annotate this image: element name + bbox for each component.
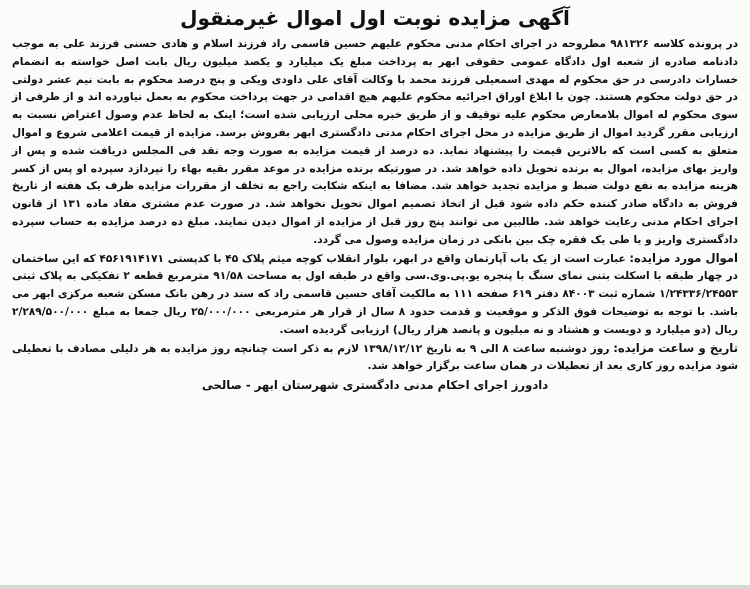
property-label: اموال مورد مزایده: [629,250,738,265]
property-section [12,250,738,340]
notice-body: در پرونده کلاسه ۹۸۱۳۲۶ مطروحه در اجرای احکام مدنی محکوم علیهم حسین قاسمی راد فرزند اسلام و هادی حسنی فرزند علی به موجب دادنامه صادره از شعبه اول دادگاه عمومی حقوقی ابهر به پرداخت مبلغ یک میلیارد و یکصد میلیون ریال بابت اصل خواسته به انضمام خسارات دادرسی در حق محکوم له مهدی اسمعیلی فرزند محمد با وکالت آقای علی داودی ویکی و پنج درصد محکوم به بابت نیم عشر دولتی در حق دولت محکوم هستند. چون با ابلاغ اوراق اجرائیه محکوم علیهم هیچ اقدامی در جهت پرداخت محکوم به بعمل نیاورده اند و از طرفی از سوی محکوم له اموال بلامعارض محکوم علیه توقیف و از طریق خبره محلی ارزیابی شده است؛ اینک به لحاظ عدم وصول اعتراض نسبت به ارزیابی مقرر گردید اموال از طریق مزایده در محل اجرای احکام مدنی دادگستری ابهر بفروش برسد. مزایده از قیمت اعلامی شروع و اموال متعلق به کسی است که بالاترین قیمت را پیشنهاد نماید. ده درصد از قیمت مزایده به صورت وجه نقد فی المجلس دریافت شده و پس از واریز بهای مزایده، اموال به برنده تحویل داده خواهد شد. در صورتیکه برنده مزایده در موعد مقرر بقیه بهاء را نپردازد سپرده او پس از کسر هزینه مزایده به نفع دولت ضبط و مزایده تجدید خواهد شد. مضافا به اینکه شکایت راجع به تخلف از مقررات مزایده ظرف یک هفته از تاریخ فروش به دادگاه صادر کننده حکم داده شود قبل از اتخاذ تصمیم اموال تحویل نخواهد شد. در صورت عدم مشتری مفاد ماده ۱۳۱ از قانون اجرای احکام مدنی رعایت خواهد شد. طالبین می توانند پنج روز قبل از مزایده از اموال دیدن نمایند. مبلغ ده درصد مزایده به حساب سپرده دادگستری واریز و یا طی یک فقره چک بین بانکی در زمان مزایده وصول می گردد. [12,38,739,246]
page-edge [0,585,750,589]
property-text: عبارت است از یک باب آپارتمان واقع در ابهر، بلوار انقلاب کوچه میثم پلاک ۴۵ با کدپستی ۴۵۶۱۹۱۴۱۷۱ که این ساختمان در چهار طبقه با اسکلت بتنی نمای سنگ با پنجره یو.پی.وی.سی واقع در طبقه اول به مساحت ۹۱/۵۸ مترمربع قطعه ۲ تفکیکی به پلاک ثبتی ۱/۲۴۳۳۶/۲۴۵۵۳ شماره ثبت ۸۴۰۰۳ دفتر ۶۱۹ صفحه ۱۱۱ به مالکیت آقای حسین قاسمی راد که سند در رهن بانک مسکن شعبه مرکزی ابهر می باشد. با توجه به توضیحات فوق الذکر و موقعیت و قدمت حدود ۸ سال از قرار هر مترمربعی ۲۵/۰۰۰/۰۰۰ ریال جمعا به مبلغ ۲/۲۸۹/۵۰۰/۰۰۰ ریال (دو میلیارد و دویست و هشتاد و نه میلیون و پانصد هزار ریال) ارزیابی گردیده است. [12,252,738,336]
datetime-section [12,340,738,377]
signature: دادورز اجرای احکام مدنی دادگستری شهرستان ابهر - صالحی [201,378,549,393]
datetime-label: تاریخ و ساعت مزایده: [613,340,738,355]
notice-title: آگهی مزایده نوبت اول اموال غیرمنقول [180,6,570,30]
datetime-text: روز دوشنبه ساعت ۸ الی ۹ به تاریخ ۱۳۹۸/۱۲/۱۲ لازم به ذکر است چنانچه روز مزایده به هر دلیلی مصادف با تعطیلی شود مزایده روز کاری بعد از تعطیلات در همان ساعت برگزار خواهد شد. [12,342,738,373]
